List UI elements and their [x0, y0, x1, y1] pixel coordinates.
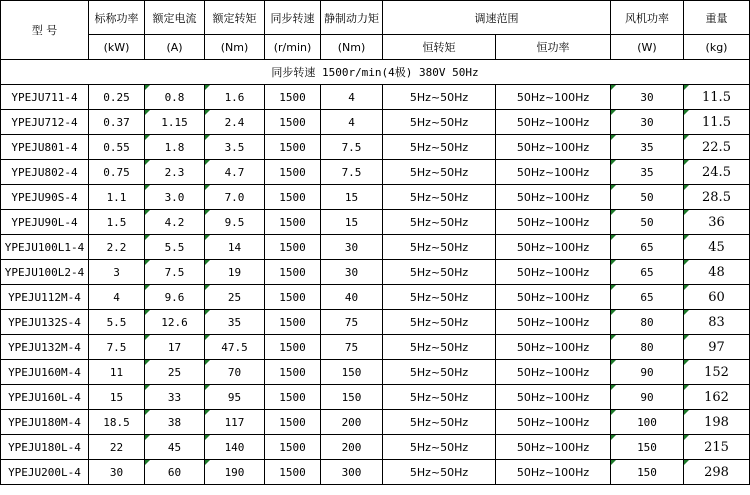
cell-cp-range: 50Hz~100Hz: [496, 435, 611, 460]
cell-power: 11: [89, 360, 145, 385]
cell-fan-power: 90: [611, 385, 684, 410]
cell-torque: 7.0: [205, 185, 265, 210]
table-row: [1, 235, 750, 260]
cell-torque: 19: [205, 260, 265, 285]
table-row: [1, 85, 750, 110]
cell-torque: 4.7: [205, 160, 265, 185]
cell-weight: 198: [684, 410, 750, 435]
cell-ct-range: 5Hz~50Hz: [383, 85, 496, 110]
cell-speed: 1500: [265, 160, 321, 185]
cell-cp-range: 50Hz~100Hz: [496, 410, 611, 435]
cell-weight: 11.5: [684, 85, 750, 110]
cell-torque: 9.5: [205, 210, 265, 235]
cell-cp-range: 50Hz~100Hz: [496, 385, 611, 410]
cell-current: 1.8: [145, 135, 205, 160]
cell-fan-power: 50: [611, 185, 684, 210]
cell-speed: 1500: [265, 285, 321, 310]
cell-fan-power: 65: [611, 260, 684, 285]
cell-cp-range: 50Hz~100Hz: [496, 460, 611, 485]
cell-ct-range: 5Hz~50Hz: [383, 385, 496, 410]
cell-weight: 36: [684, 210, 750, 235]
cell-ct-range: 5Hz~50Hz: [383, 160, 496, 185]
cell-power: 3: [89, 260, 145, 285]
cell-torque: 95: [205, 385, 265, 410]
cell-cp-range: 50Hz~100Hz: [496, 310, 611, 335]
section-title: 同步转速 1500r/min(4极) 380V 50Hz: [1, 60, 750, 85]
cell-static-torque: 75: [321, 310, 383, 335]
cell-model: YPEJU802-4: [1, 160, 89, 185]
header-row-2: [1, 35, 750, 60]
cell-weight: 28.5: [684, 185, 750, 210]
header-constant-power: 恒功率: [496, 35, 611, 60]
cell-cp-range: 50Hz~100Hz: [496, 110, 611, 135]
cell-fan-power: 65: [611, 235, 684, 260]
cell-power: 1.1: [89, 185, 145, 210]
cell-fan-power: 30: [611, 85, 684, 110]
header-static-torque: 静制动力矩: [321, 1, 383, 35]
cell-model: YPEJU90L-4: [1, 210, 89, 235]
cell-fan-power: 50: [611, 210, 684, 235]
cell-model: YPEJU801-4: [1, 135, 89, 160]
cell-current: 38: [145, 410, 205, 435]
cell-torque: 35: [205, 310, 265, 335]
table-row: [1, 135, 750, 160]
table-row: [1, 260, 750, 285]
section-row: [1, 60, 750, 85]
cell-ct-range: 5Hz~50Hz: [383, 235, 496, 260]
cell-speed: 1500: [265, 385, 321, 410]
cell-cp-range: 50Hz~100Hz: [496, 160, 611, 185]
cell-speed: 1500: [265, 260, 321, 285]
cell-power: 2.2: [89, 235, 145, 260]
table-row: [1, 410, 750, 435]
cell-static-torque: 40: [321, 285, 383, 310]
cell-power: 4: [89, 285, 145, 310]
cell-power: 15: [89, 385, 145, 410]
unit-weight: (kg): [684, 35, 750, 60]
cell-ct-range: 5Hz~50Hz: [383, 310, 496, 335]
cell-fan-power: 90: [611, 360, 684, 385]
cell-weight: 83: [684, 310, 750, 335]
cell-power: 0.55: [89, 135, 145, 160]
header-speed: 同步转速: [265, 1, 321, 35]
cell-speed: 1500: [265, 185, 321, 210]
cell-power: 22: [89, 435, 145, 460]
header-speed-range: 调速范围: [383, 1, 611, 35]
cell-weight: 152: [684, 360, 750, 385]
cell-weight: 22.5: [684, 135, 750, 160]
unit-fan-power: (W): [611, 35, 684, 60]
cell-power: 5.5: [89, 310, 145, 335]
cell-current: 1.15: [145, 110, 205, 135]
cell-weight: 45: [684, 235, 750, 260]
cell-speed: 1500: [265, 435, 321, 460]
cell-model: YPEJU132S-4: [1, 310, 89, 335]
cell-static-torque: 150: [321, 385, 383, 410]
cell-current: 3.0: [145, 185, 205, 210]
header-constant-torque: 恒转矩: [383, 35, 496, 60]
cell-static-torque: 30: [321, 260, 383, 285]
cell-torque: 190: [205, 460, 265, 485]
cell-current: 25: [145, 360, 205, 385]
cell-power: 7.5: [89, 335, 145, 360]
cell-ct-range: 5Hz~50Hz: [383, 210, 496, 235]
table-row: [1, 335, 750, 360]
header-torque: 额定转矩: [205, 1, 265, 35]
cell-static-torque: 15: [321, 210, 383, 235]
cell-current: 17: [145, 335, 205, 360]
cell-ct-range: 5Hz~50Hz: [383, 460, 496, 485]
cell-speed: 1500: [265, 410, 321, 435]
cell-ct-range: 5Hz~50Hz: [383, 335, 496, 360]
header-model: 型 号: [1, 1, 89, 60]
cell-model: YPEJU160L-4: [1, 385, 89, 410]
cell-current: 4.2: [145, 210, 205, 235]
cell-static-torque: 300: [321, 460, 383, 485]
cell-speed: 1500: [265, 235, 321, 260]
cell-model: YPEJU711-4: [1, 85, 89, 110]
cell-weight: 162: [684, 385, 750, 410]
unit-static-torque: (Nm): [321, 35, 383, 60]
cell-speed: 1500: [265, 360, 321, 385]
cell-torque: 117: [205, 410, 265, 435]
cell-speed: 1500: [265, 110, 321, 135]
cell-static-torque: 4: [321, 110, 383, 135]
cell-speed: 1500: [265, 135, 321, 160]
cell-cp-range: 50Hz~100Hz: [496, 285, 611, 310]
cell-weight: 24.5: [684, 160, 750, 185]
cell-current: 60: [145, 460, 205, 485]
cell-static-torque: 4: [321, 85, 383, 110]
cell-model: YPEJU112M-4: [1, 285, 89, 310]
cell-current: 0.8: [145, 85, 205, 110]
table-row: [1, 360, 750, 385]
cell-torque: 47.5: [205, 335, 265, 360]
cell-weight: 11.5: [684, 110, 750, 135]
cell-current: 9.6: [145, 285, 205, 310]
cell-ct-range: 5Hz~50Hz: [383, 110, 496, 135]
cell-static-torque: 7.5: [321, 135, 383, 160]
cell-fan-power: 150: [611, 460, 684, 485]
unit-current: (A): [145, 35, 205, 60]
cell-speed: 1500: [265, 310, 321, 335]
cell-torque: 3.5: [205, 135, 265, 160]
cell-ct-range: 5Hz~50Hz: [383, 260, 496, 285]
cell-static-torque: 150: [321, 360, 383, 385]
unit-speed: (r/min): [265, 35, 321, 60]
cell-ct-range: 5Hz~50Hz: [383, 285, 496, 310]
cell-model: YPEJU180M-4: [1, 410, 89, 435]
header-current: 额定电流: [145, 1, 205, 35]
cell-speed: 1500: [265, 460, 321, 485]
cell-weight: 60: [684, 285, 750, 310]
cell-fan-power: 35: [611, 160, 684, 185]
cell-model: YPEJU132M-4: [1, 335, 89, 360]
cell-static-torque: 200: [321, 410, 383, 435]
cell-cp-range: 50Hz~100Hz: [496, 235, 611, 260]
cell-fan-power: 80: [611, 310, 684, 335]
cell-cp-range: 50Hz~100Hz: [496, 335, 611, 360]
cell-static-torque: 30: [321, 235, 383, 260]
cell-power: 30: [89, 460, 145, 485]
table-row: [1, 210, 750, 235]
cell-fan-power: 35: [611, 135, 684, 160]
header-row-1: [1, 1, 750, 35]
cell-weight: 298: [684, 460, 750, 485]
header-fan-power: 风机功率: [611, 1, 684, 35]
cell-cp-range: 50Hz~100Hz: [496, 135, 611, 160]
cell-ct-range: 5Hz~50Hz: [383, 185, 496, 210]
cell-static-torque: 200: [321, 435, 383, 460]
cell-current: 12.6: [145, 310, 205, 335]
cell-static-torque: 75: [321, 335, 383, 360]
cell-fan-power: 65: [611, 285, 684, 310]
table-row: [1, 310, 750, 335]
cell-cp-range: 50Hz~100Hz: [496, 360, 611, 385]
cell-static-torque: 15: [321, 185, 383, 210]
cell-power: 0.75: [89, 160, 145, 185]
cell-model: YPEJU160M-4: [1, 360, 89, 385]
cell-fan-power: 100: [611, 410, 684, 435]
cell-model: YPEJU712-4: [1, 110, 89, 135]
table-row: [1, 185, 750, 210]
cell-power: 1.5: [89, 210, 145, 235]
cell-fan-power: 150: [611, 435, 684, 460]
cell-ct-range: 5Hz~50Hz: [383, 410, 496, 435]
cell-cp-range: 50Hz~100Hz: [496, 260, 611, 285]
cell-power: 18.5: [89, 410, 145, 435]
cell-current: 45: [145, 435, 205, 460]
cell-model: YPEJU200L-4: [1, 460, 89, 485]
cell-model: YPEJU90S-4: [1, 185, 89, 210]
table-row: [1, 435, 750, 460]
cell-cp-range: 50Hz~100Hz: [496, 185, 611, 210]
cell-fan-power: 80: [611, 335, 684, 360]
cell-current: 2.3: [145, 160, 205, 185]
table-row: [1, 385, 750, 410]
cell-torque: 14: [205, 235, 265, 260]
cell-torque: 1.6: [205, 85, 265, 110]
cell-ct-range: 5Hz~50Hz: [383, 360, 496, 385]
cell-model: YPEJU100L2-4: [1, 260, 89, 285]
cell-torque: 140: [205, 435, 265, 460]
cell-static-torque: 7.5: [321, 160, 383, 185]
cell-current: 5.5: [145, 235, 205, 260]
unit-power: (kW): [89, 35, 145, 60]
cell-current: 7.5: [145, 260, 205, 285]
cell-torque: 25: [205, 285, 265, 310]
cell-cp-range: 50Hz~100Hz: [496, 210, 611, 235]
cell-current: 33: [145, 385, 205, 410]
cell-torque: 2.4: [205, 110, 265, 135]
cell-power: 0.25: [89, 85, 145, 110]
cell-model: YPEJU100L1-4: [1, 235, 89, 260]
table-row: [1, 460, 750, 485]
cell-speed: 1500: [265, 210, 321, 235]
cell-speed: 1500: [265, 85, 321, 110]
cell-model: YPEJU180L-4: [1, 435, 89, 460]
cell-torque: 70: [205, 360, 265, 385]
cell-weight: 48: [684, 260, 750, 285]
cell-cp-range: 50Hz~100Hz: [496, 85, 611, 110]
header-weight: 重量: [684, 1, 750, 35]
table-row: [1, 160, 750, 185]
header-power: 标称功率: [89, 1, 145, 35]
cell-speed: 1500: [265, 335, 321, 360]
cell-fan-power: 30: [611, 110, 684, 135]
unit-torque: (Nm): [205, 35, 265, 60]
table-row: [1, 285, 750, 310]
cell-weight: 97: [684, 335, 750, 360]
cell-ct-range: 5Hz~50Hz: [383, 135, 496, 160]
cell-power: 0.37: [89, 110, 145, 135]
cell-weight: 215: [684, 435, 750, 460]
cell-ct-range: 5Hz~50Hz: [383, 435, 496, 460]
table-row: [1, 110, 750, 135]
